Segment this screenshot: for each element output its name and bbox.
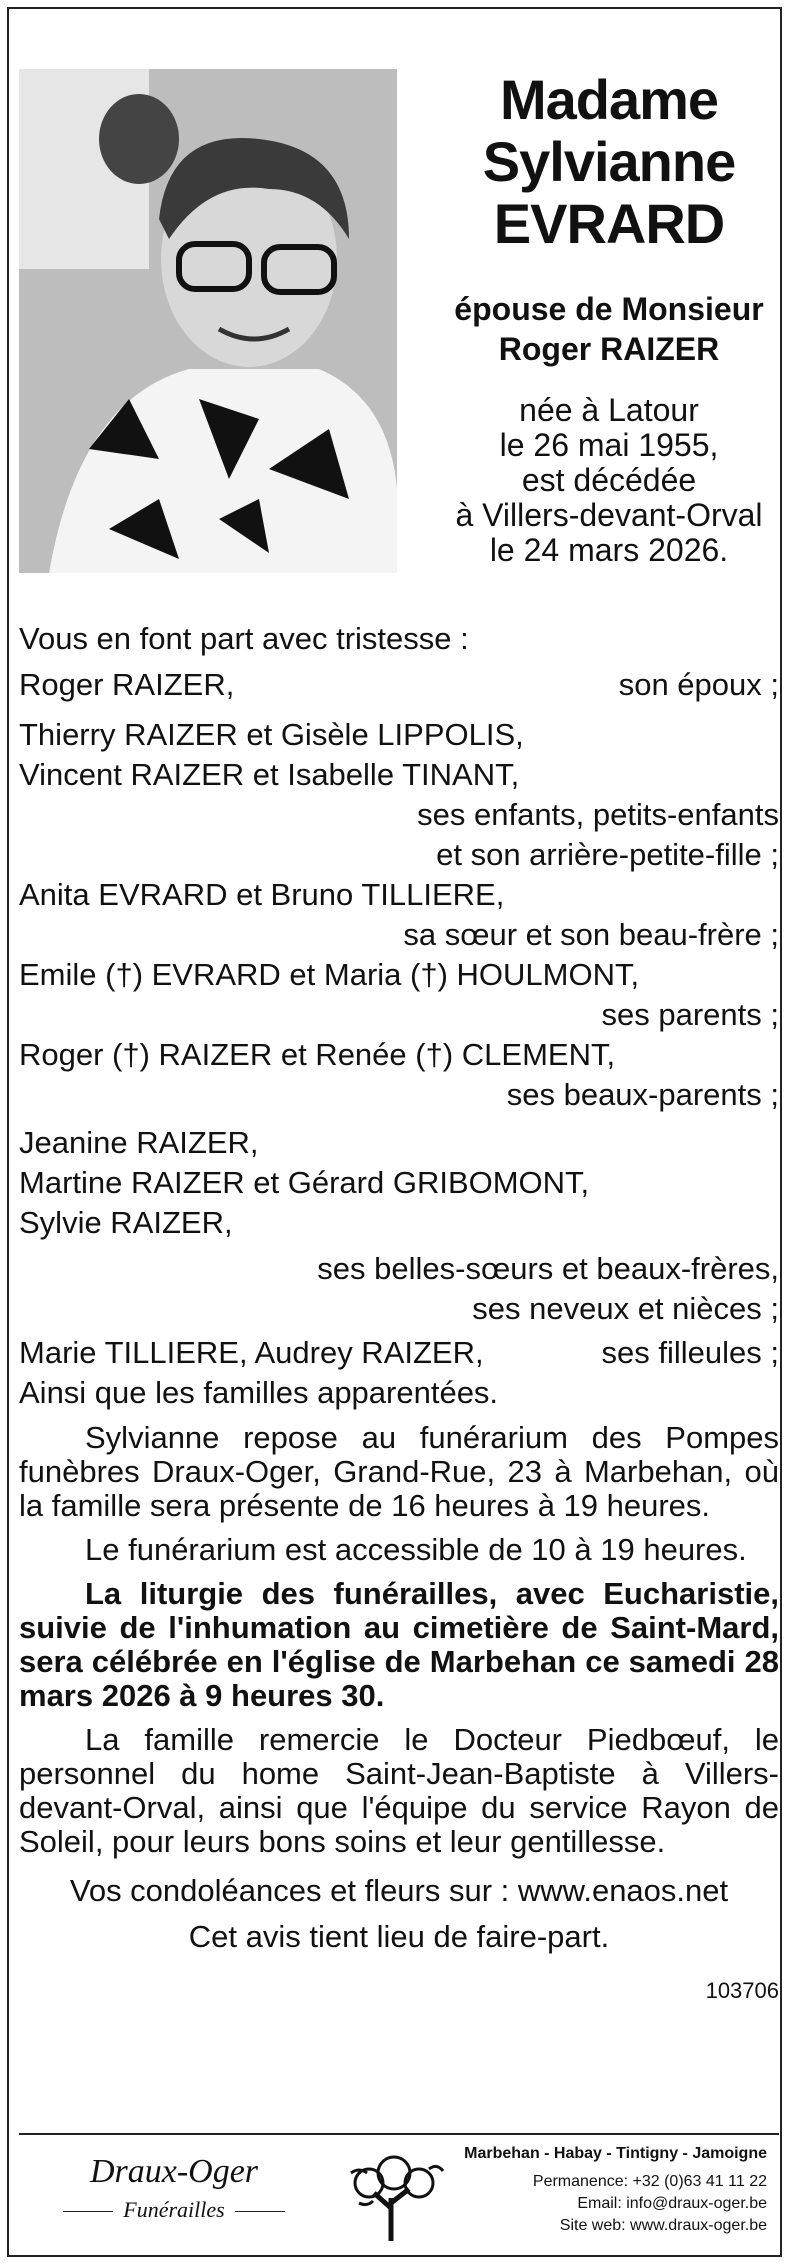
family-names: Thierry RAIZER et Gisèle LIPPOLIS,	[19, 717, 524, 752]
phone: Permanence: +32 (0)63 41 11 22	[532, 2173, 767, 2190]
brand-sub-text: Funérailles	[123, 2197, 225, 2222]
family-names: Jeanine RAIZER,	[19, 1125, 259, 1160]
liturgy-paragraph: La liturgie des funérailles, avec Eucharistie, suivie de l'inhumation au cimetière de Saint-Mard, sera célébrée en l'église de Marbehan ce samedi 28 mars 2026 à 9 heures 30.	[19, 1576, 779, 1713]
funeral-home-footer	[19, 2133, 779, 2253]
access-paragraph: Le funérarium est accessible de 10 à 19 heures.	[85, 1532, 747, 1567]
birth-line: à Villers-devant-Orval	[455, 497, 763, 533]
portrait-icon	[19, 69, 397, 573]
brand-name: Draux-Oger	[89, 2153, 259, 2190]
family-row-spouse	[19, 665, 779, 705]
brand-block	[39, 2153, 309, 2223]
condolences-line: Vos condoléances et fleurs sur : www.enaos.net	[69, 1873, 729, 1908]
family-relation: ses enfants, petits-enfants	[417, 797, 779, 832]
tree-icon	[339, 2153, 449, 2243]
announcement: Vous en font part avec tristesse :	[19, 621, 469, 656]
spouse-line: épouse de Monsieur	[454, 291, 764, 327]
brand-subtitle	[39, 2197, 309, 2223]
birth-line: le 26 mai 1955,	[499, 427, 719, 463]
contact-info	[464, 2143, 767, 2237]
family-names: Emile (†) EVRARD et Maria (†) HOULMONT,	[19, 957, 640, 992]
deceased-name	[439, 69, 779, 255]
family-relation: sa sœur et son beau-frère ;	[403, 917, 779, 952]
locations: Marbehan - Habay - Tintigny - Jamoigne	[464, 2145, 767, 2162]
family-relation: ses filleules ;	[601, 1335, 779, 1370]
birth-death-info	[439, 393, 779, 568]
obituary-body	[19, 619, 779, 2011]
family-relation: et son arrière-petite-fille ;	[436, 837, 779, 872]
reference-number: 103706	[705, 1978, 779, 2003]
birth-line: le 24 mars 2026.	[489, 532, 729, 568]
family-relation: son époux ;	[618, 667, 779, 702]
family-row-godchildren	[19, 1333, 779, 1373]
spouse-line: Roger RAIZER	[498, 331, 720, 367]
birth-line: est décédée	[521, 462, 697, 498]
family-names: Roger RAIZER,	[19, 667, 235, 702]
family-names: Roger (†) RAIZER et Renée (†) CLEMENT,	[19, 1037, 616, 1072]
portrait-photo	[19, 69, 397, 573]
obituary-frame	[7, 7, 782, 2257]
family-names: Sylvie RAIZER,	[19, 1205, 233, 1240]
family-names: Anita EVRARD et Bruno TILLIERE,	[19, 877, 505, 912]
notice-line: Cet avis tient lieu de faire-part.	[188, 1919, 610, 1954]
name-line: Madame	[499, 68, 719, 131]
spouse-info	[439, 289, 779, 369]
birth-line: née à Latour	[519, 392, 699, 428]
deceased-header	[439, 69, 779, 568]
thanks-paragraph: La famille remercie le Docteur Piedbœuf, le personnel du home Saint-Jean-Baptiste à Villers-devant-Orval, ainsi que l'équipe du service Rayon de Soleil, pour leurs bons soins et leur gentillesse.	[19, 1722, 779, 1859]
family-relation: ses belles-sœurs et beaux-frères,	[317, 1251, 779, 1286]
family-names: Martine RAIZER et Gérard GRIBOMONT,	[19, 1165, 590, 1200]
relatives-line: Ainsi que les familles apparentées.	[19, 1375, 499, 1410]
name-line: EVRARD	[493, 192, 725, 255]
email: Email: info@draux-oger.be	[577, 2195, 767, 2212]
repose-paragraph: Sylvianne repose au funérarium des Pompes funèbres Draux-Oger, Grand-Rue, 23 à Marbehan, où la famille sera présente de 16 heures à 19 heures.	[19, 1420, 779, 1523]
family-relation: ses neveux et nièces ;	[472, 1291, 779, 1326]
family-relation: ses parents ;	[601, 997, 779, 1032]
name-line: Sylvianne	[482, 130, 736, 193]
family-relation: ses beaux-parents ;	[506, 1077, 779, 1112]
family-names: Marie TILLIERE, Audrey RAIZER,	[19, 1335, 484, 1370]
family-names: Vincent RAIZER et Isabelle TINANT,	[19, 757, 520, 792]
website: Site web: www.draux-oger.be	[559, 2217, 767, 2234]
